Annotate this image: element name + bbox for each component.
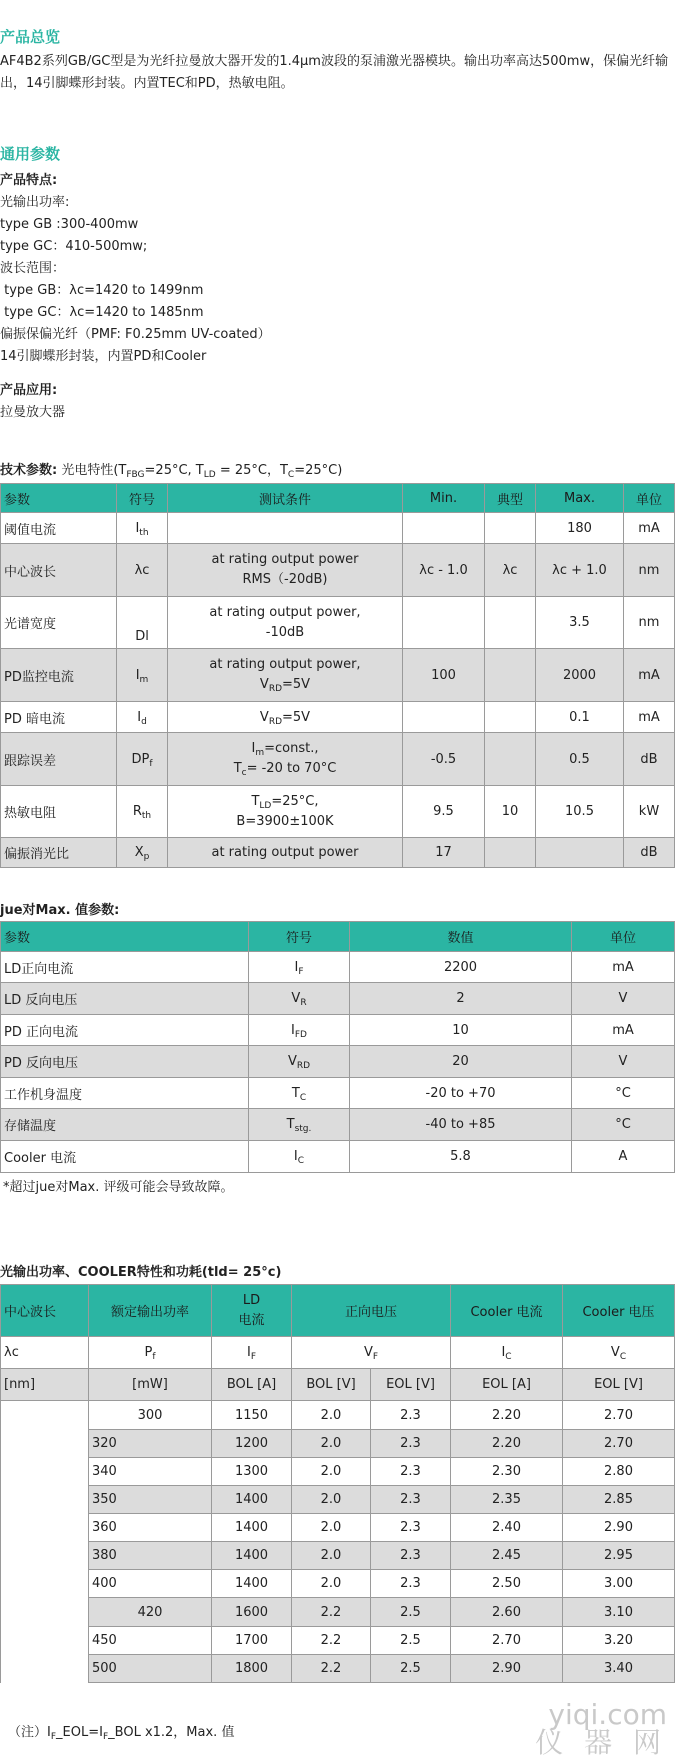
current-cell: 1400 bbox=[212, 1486, 292, 1514]
unit-cell: dB bbox=[624, 838, 675, 868]
symbol-cell: $T_C$ bbox=[249, 1078, 350, 1109]
symbol-cell: $T_{stg.}$ bbox=[249, 1109, 350, 1141]
param-cell: PD监控电流 bbox=[1, 649, 117, 702]
unit-cell: mA bbox=[624, 649, 675, 702]
features-title: 产品特点: bbox=[0, 173, 58, 188]
wavelength-cell bbox=[1, 1486, 89, 1514]
power-cell: 350 bbox=[89, 1486, 212, 1514]
feature-line: type GB :300-400mw bbox=[0, 217, 139, 232]
param-cell: 工作机身温度 bbox=[1, 1078, 249, 1109]
vbol-cell: 2.2 bbox=[292, 1655, 371, 1683]
vbol-cell: 2.2 bbox=[292, 1598, 371, 1627]
typ-cell bbox=[485, 513, 536, 544]
unit-cell: EOL [V] bbox=[371, 1369, 451, 1401]
table-row bbox=[1, 1430, 675, 1458]
unit-cell: BOL [A] bbox=[212, 1369, 292, 1401]
table-row bbox=[1, 838, 675, 868]
feature-line: type GC：λc=1420 to 1485nm bbox=[0, 305, 204, 320]
condition-cell: $I_m=const$., $T_c= -20$ to 70°C bbox=[168, 733, 403, 786]
col-header: 单位 bbox=[624, 484, 675, 513]
unit-cell: V bbox=[572, 1046, 675, 1078]
col-header: 正向电压 bbox=[292, 1285, 451, 1337]
veol-cell: 2.3 bbox=[371, 1430, 451, 1458]
typ-cell: 10 bbox=[485, 786, 536, 838]
table-row bbox=[1, 1141, 675, 1173]
vbol-cell: 2.0 bbox=[292, 1458, 371, 1486]
veol-cell: 2.3 bbox=[371, 1570, 451, 1598]
vbol-cell: 2.0 bbox=[292, 1514, 371, 1542]
min-cell: -0.5 bbox=[403, 733, 485, 786]
condition-cell: at rating output power, $V_{RD}=5V$ bbox=[168, 649, 403, 702]
table-row bbox=[1, 1458, 675, 1486]
vbol-cell: 2.0 bbox=[292, 1542, 371, 1570]
col-header: 参数 bbox=[1, 484, 117, 513]
min-cell bbox=[403, 702, 485, 733]
wavelength-cell bbox=[1, 1542, 89, 1570]
wavelength-cell bbox=[1, 1401, 89, 1430]
param-cell: 阈值电流 bbox=[1, 513, 117, 544]
current-cell: 1400 bbox=[212, 1542, 292, 1570]
symbol-cell: λc bbox=[1, 1337, 89, 1369]
col-header: 符号 bbox=[249, 922, 350, 952]
table-row bbox=[1, 1627, 675, 1655]
cooler-current-cell: 2.50 bbox=[451, 1570, 563, 1598]
param-cell: PD 正向电流 bbox=[1, 1015, 249, 1046]
power-cell: 340 bbox=[89, 1458, 212, 1486]
symbol-cell: $P_f$ bbox=[89, 1337, 212, 1369]
value-cell: 2200 bbox=[350, 952, 572, 983]
symbol-cell: $DP_f$ bbox=[117, 733, 168, 786]
value-cell: -20 to +70 bbox=[350, 1078, 572, 1109]
col-header: 中心波长 bbox=[1, 1285, 89, 1337]
application-text: 拉曼放大器 bbox=[0, 405, 66, 420]
table-row bbox=[1, 702, 675, 733]
typ-cell bbox=[485, 838, 536, 868]
vbol-cell: 2.0 bbox=[292, 1486, 371, 1514]
current-cell: 1600 bbox=[212, 1598, 292, 1627]
general-title: 通用参数 bbox=[0, 145, 61, 163]
symbol-cell: $I_C$ bbox=[249, 1141, 350, 1173]
col-header: 测试条件 bbox=[168, 484, 403, 513]
power-note: （注）$I_F\_EOL=I_F\_BOL$ x1.2，Max. 值 bbox=[8, 1725, 235, 1742]
power-title: 光输出功率、COOLER特性和功耗(tld= 25°c) bbox=[0, 1265, 282, 1280]
value-cell: -40 to +85 bbox=[350, 1109, 572, 1141]
current-cell: 1150 bbox=[212, 1401, 292, 1430]
feature-line: 光输出功率: bbox=[0, 195, 70, 210]
table-row bbox=[1, 1486, 675, 1514]
absmax-table bbox=[0, 921, 675, 1173]
max-cell: 3.5 bbox=[536, 597, 624, 649]
cooler-voltage-cell: 3.20 bbox=[563, 1627, 675, 1655]
absmax-note: *超过jue对Max. 评级可能会导致故障。 bbox=[3, 1180, 234, 1195]
symbol-cell: $I_{FD}$ bbox=[249, 1015, 350, 1046]
cooler-current-cell: 2.60 bbox=[451, 1598, 563, 1627]
power-cell: 380 bbox=[89, 1542, 212, 1570]
wavelength-cell bbox=[1, 1627, 89, 1655]
condition-cell: $V_{RD}=5V$ bbox=[168, 702, 403, 733]
cooler-voltage-cell: 3.10 bbox=[563, 1598, 675, 1627]
cooler-voltage-cell: 2.85 bbox=[563, 1486, 675, 1514]
condition-cell bbox=[168, 513, 403, 544]
table-row bbox=[1, 1109, 675, 1141]
table-header-row bbox=[1, 922, 675, 952]
veol-cell: 2.3 bbox=[371, 1401, 451, 1430]
min-cell: λc - 1.0 bbox=[403, 544, 485, 597]
typ-cell bbox=[485, 702, 536, 733]
veol-cell: 2.3 bbox=[371, 1514, 451, 1542]
wavelength-cell bbox=[1, 1570, 89, 1598]
cooler-current-cell: 2.30 bbox=[451, 1458, 563, 1486]
vbol-cell: 2.0 bbox=[292, 1430, 371, 1458]
param-cell: 热敏电阻 bbox=[1, 786, 117, 838]
cooler-current-cell: 2.35 bbox=[451, 1486, 563, 1514]
table-row bbox=[1, 1542, 675, 1570]
table-row bbox=[1, 513, 675, 544]
table-header-row bbox=[1, 1285, 675, 1337]
max-cell: 2000 bbox=[536, 649, 624, 702]
power-cell: 400 bbox=[89, 1570, 212, 1598]
power-cell: 360 bbox=[89, 1514, 212, 1542]
symbol-cell: $I_{th}$ bbox=[117, 513, 168, 544]
table-row bbox=[1, 1401, 675, 1430]
wavelength-cell bbox=[1, 1598, 89, 1627]
value-cell: 10 bbox=[350, 1015, 572, 1046]
value-cell: 2 bbox=[350, 983, 572, 1015]
table-row bbox=[1, 733, 675, 786]
power-rows bbox=[1, 1401, 675, 1683]
application-title: 产品应用: bbox=[0, 383, 58, 398]
vbol-cell: 2.2 bbox=[292, 1627, 371, 1655]
symbol-cell: Dl bbox=[117, 597, 168, 649]
feature-line: type GC：410-500mw; bbox=[0, 239, 148, 254]
symbol-cell: $I_F$ bbox=[249, 952, 350, 983]
table-row bbox=[1, 544, 675, 597]
symbol-cell: $X_p$ bbox=[117, 838, 168, 868]
symbol-cell: $I_d$ bbox=[117, 702, 168, 733]
typ-cell: λc bbox=[485, 544, 536, 597]
symbol-cell: $V_R$ bbox=[249, 983, 350, 1015]
current-cell: 1200 bbox=[212, 1430, 292, 1458]
symbol-cell: $I_m$ bbox=[117, 649, 168, 702]
cooler-current-cell: 2.90 bbox=[451, 1655, 563, 1683]
unit-cell: dB bbox=[624, 733, 675, 786]
table-row bbox=[1, 1369, 675, 1401]
unit-cell: mA bbox=[624, 513, 675, 544]
condition-cell: $T_{LD}=25^\circ C$, B=3900±100K bbox=[168, 786, 403, 838]
cooler-voltage-cell: 2.70 bbox=[563, 1430, 675, 1458]
min-cell: 17 bbox=[403, 838, 485, 868]
col-header: 参数 bbox=[1, 922, 249, 952]
table-row bbox=[1, 1015, 675, 1046]
overview-section bbox=[0, 26, 675, 95]
cooler-voltage-cell: 2.95 bbox=[563, 1542, 675, 1570]
feature-line: 14引脚蝶形封装，内置PD和Cooler bbox=[0, 349, 207, 364]
max-cell: 10.5 bbox=[536, 786, 624, 838]
table-row bbox=[1, 1514, 675, 1542]
param-cell: LD 反向电压 bbox=[1, 983, 249, 1015]
condition-cell: at rating output power, -10dB bbox=[168, 597, 403, 649]
table-row bbox=[1, 1655, 675, 1683]
max-cell bbox=[536, 838, 624, 868]
veol-cell: 2.3 bbox=[371, 1542, 451, 1570]
condition-cell: at rating output power bbox=[168, 838, 403, 868]
veol-cell: 2.3 bbox=[371, 1458, 451, 1486]
table-row bbox=[1, 1046, 675, 1078]
min-cell: 9.5 bbox=[403, 786, 485, 838]
cooler-current-cell: 2.20 bbox=[451, 1430, 563, 1458]
overview-text: AF4B2系列GB/GC型是为光纤拉曼放大器开发的1.4μm波段的泵浦激光器模块。输出功率高达500mw，保偏光纤输出，14引脚蝶形封装。内置TEC和PD，热敏电阻。 bbox=[0, 54, 669, 91]
watermark-logo: yiqi.com 仪 器 网 bbox=[535, 1698, 667, 1759]
table-row bbox=[1, 649, 675, 702]
table-row bbox=[1, 597, 675, 649]
veol-cell: 2.3 bbox=[371, 1486, 451, 1514]
current-cell: 1800 bbox=[212, 1655, 292, 1683]
veol-cell: 2.5 bbox=[371, 1627, 451, 1655]
symbol-cell: $V_C$ bbox=[563, 1337, 675, 1369]
cooler-voltage-cell: 2.70 bbox=[563, 1401, 675, 1430]
unit-cell: [mW] bbox=[89, 1369, 212, 1401]
value-cell: 20 bbox=[350, 1046, 572, 1078]
col-header: 符号 bbox=[117, 484, 168, 513]
col-header: 额定输出功率 bbox=[89, 1285, 212, 1337]
col-header: Cooler 电压 bbox=[563, 1285, 675, 1337]
vbol-cell: 2.0 bbox=[292, 1401, 371, 1430]
general-section bbox=[0, 143, 675, 424]
symbol-cell: $V_F$ bbox=[292, 1337, 451, 1369]
param-cell: 跟踪误差 bbox=[1, 733, 117, 786]
current-cell: 1300 bbox=[212, 1458, 292, 1486]
features-list bbox=[0, 192, 675, 368]
cooler-voltage-cell: 2.80 bbox=[563, 1458, 675, 1486]
col-header: Min. bbox=[403, 484, 485, 513]
col-header: 单位 bbox=[572, 922, 675, 952]
unit-cell: nm bbox=[624, 597, 675, 649]
min-cell: 100 bbox=[403, 649, 485, 702]
max-cell: 180 bbox=[536, 513, 624, 544]
absmax-title: jue对Max. 值参数: bbox=[0, 903, 120, 918]
col-header: Max. bbox=[536, 484, 624, 513]
min-cell bbox=[403, 513, 485, 544]
power-cell: 420 bbox=[89, 1598, 212, 1627]
unit-cell: EOL [V] bbox=[563, 1369, 675, 1401]
veol-cell: 2.5 bbox=[371, 1655, 451, 1683]
feature-line: 偏振保偏光纤（PMF: F0.25mm UV-coated） bbox=[0, 327, 271, 342]
wavelength-cell bbox=[1, 1655, 89, 1683]
cooler-current-cell: 2.70 bbox=[451, 1627, 563, 1655]
table-row bbox=[1, 1337, 675, 1369]
power-table bbox=[0, 1284, 675, 1683]
current-cell: 1400 bbox=[212, 1570, 292, 1598]
cooler-voltage-cell: 2.90 bbox=[563, 1514, 675, 1542]
unit-cell: °C bbox=[572, 1078, 675, 1109]
unit-cell: [nm] bbox=[1, 1369, 89, 1401]
param-cell: Cooler 电流 bbox=[1, 1141, 249, 1173]
cooler-voltage-cell: 3.00 bbox=[563, 1570, 675, 1598]
current-cell: 1700 bbox=[212, 1627, 292, 1655]
table-header-row bbox=[1, 484, 675, 513]
table-row bbox=[1, 1598, 675, 1627]
tech-params-label: 技术参数: bbox=[0, 463, 58, 478]
col-header: LD 电流 bbox=[212, 1285, 292, 1337]
cooler-current-cell: 2.45 bbox=[451, 1542, 563, 1570]
unit-cell: BOL [V] bbox=[292, 1369, 371, 1401]
condition-cell: at rating output power RMS（-20dB) bbox=[168, 544, 403, 597]
symbol-cell: λc bbox=[117, 544, 168, 597]
unit-cell: °C bbox=[572, 1109, 675, 1141]
table-row bbox=[1, 983, 675, 1015]
vbol-cell: 2.0 bbox=[292, 1570, 371, 1598]
unit-cell: V bbox=[572, 983, 675, 1015]
feature-line: 波长范围： bbox=[0, 261, 66, 276]
param-cell: PD 暗电流 bbox=[1, 702, 117, 733]
table-row bbox=[1, 952, 675, 983]
table-row bbox=[1, 786, 675, 838]
tech-params-heading bbox=[0, 460, 342, 482]
wavelength-cell bbox=[1, 1430, 89, 1458]
unit-cell: kW bbox=[624, 786, 675, 838]
cooler-current-cell: 2.20 bbox=[451, 1401, 563, 1430]
tech-params-table bbox=[0, 483, 675, 868]
unit-cell: A bbox=[572, 1141, 675, 1173]
tech-conditions: 光电特性($T_{FBG}=25^\circ C$, $T_{LD} = 25^\circ C$，$T_C=25^\circ C$) bbox=[61, 463, 343, 480]
cooler-current-cell: 2.40 bbox=[451, 1514, 563, 1542]
typ-cell bbox=[485, 733, 536, 786]
cooler-voltage-cell: 3.40 bbox=[563, 1655, 675, 1683]
current-cell: 1400 bbox=[212, 1514, 292, 1542]
unit-cell: nm bbox=[624, 544, 675, 597]
max-cell: 0.5 bbox=[536, 733, 624, 786]
unit-cell: mA bbox=[572, 952, 675, 983]
overview-title: 产品总览 bbox=[0, 28, 61, 46]
col-header: Cooler 电流 bbox=[451, 1285, 563, 1337]
typ-cell bbox=[485, 597, 536, 649]
wavelength-cell bbox=[1, 1458, 89, 1486]
param-cell: PD 反向电压 bbox=[1, 1046, 249, 1078]
col-header: 典型 bbox=[485, 484, 536, 513]
symbol-cell: $I_F$ bbox=[212, 1337, 292, 1369]
veol-cell: 2.5 bbox=[371, 1598, 451, 1627]
unit-cell: mA bbox=[572, 1015, 675, 1046]
symbol-cell: $I_C$ bbox=[451, 1337, 563, 1369]
power-cell: 500 bbox=[89, 1655, 212, 1683]
param-cell: 偏振消光比 bbox=[1, 838, 117, 868]
param-cell: 存储温度 bbox=[1, 1109, 249, 1141]
max-cell: 0.1 bbox=[536, 702, 624, 733]
param-cell: 光谱宽度 bbox=[1, 597, 117, 649]
min-cell bbox=[403, 597, 485, 649]
power-cell: 320 bbox=[89, 1430, 212, 1458]
col-header: 数值 bbox=[350, 922, 572, 952]
unit-cell: EOL [A] bbox=[451, 1369, 563, 1401]
feature-line: type GB：λc=1420 to 1499nm bbox=[0, 283, 204, 298]
symbol-cell: $V_{RD}$ bbox=[249, 1046, 350, 1078]
power-cell: 300 bbox=[89, 1401, 212, 1430]
typ-cell bbox=[485, 649, 536, 702]
table-row bbox=[1, 1570, 675, 1598]
wavelength-cell bbox=[1, 1514, 89, 1542]
value-cell: 5.8 bbox=[350, 1141, 572, 1173]
unit-cell: mA bbox=[624, 702, 675, 733]
param-cell: LD正向电流 bbox=[1, 952, 249, 983]
max-cell: λc + 1.0 bbox=[536, 544, 624, 597]
symbol-cell: $R_{th}$ bbox=[117, 786, 168, 838]
table-row bbox=[1, 1078, 675, 1109]
power-cell: 450 bbox=[89, 1627, 212, 1655]
param-cell: 中心波长 bbox=[1, 544, 117, 597]
